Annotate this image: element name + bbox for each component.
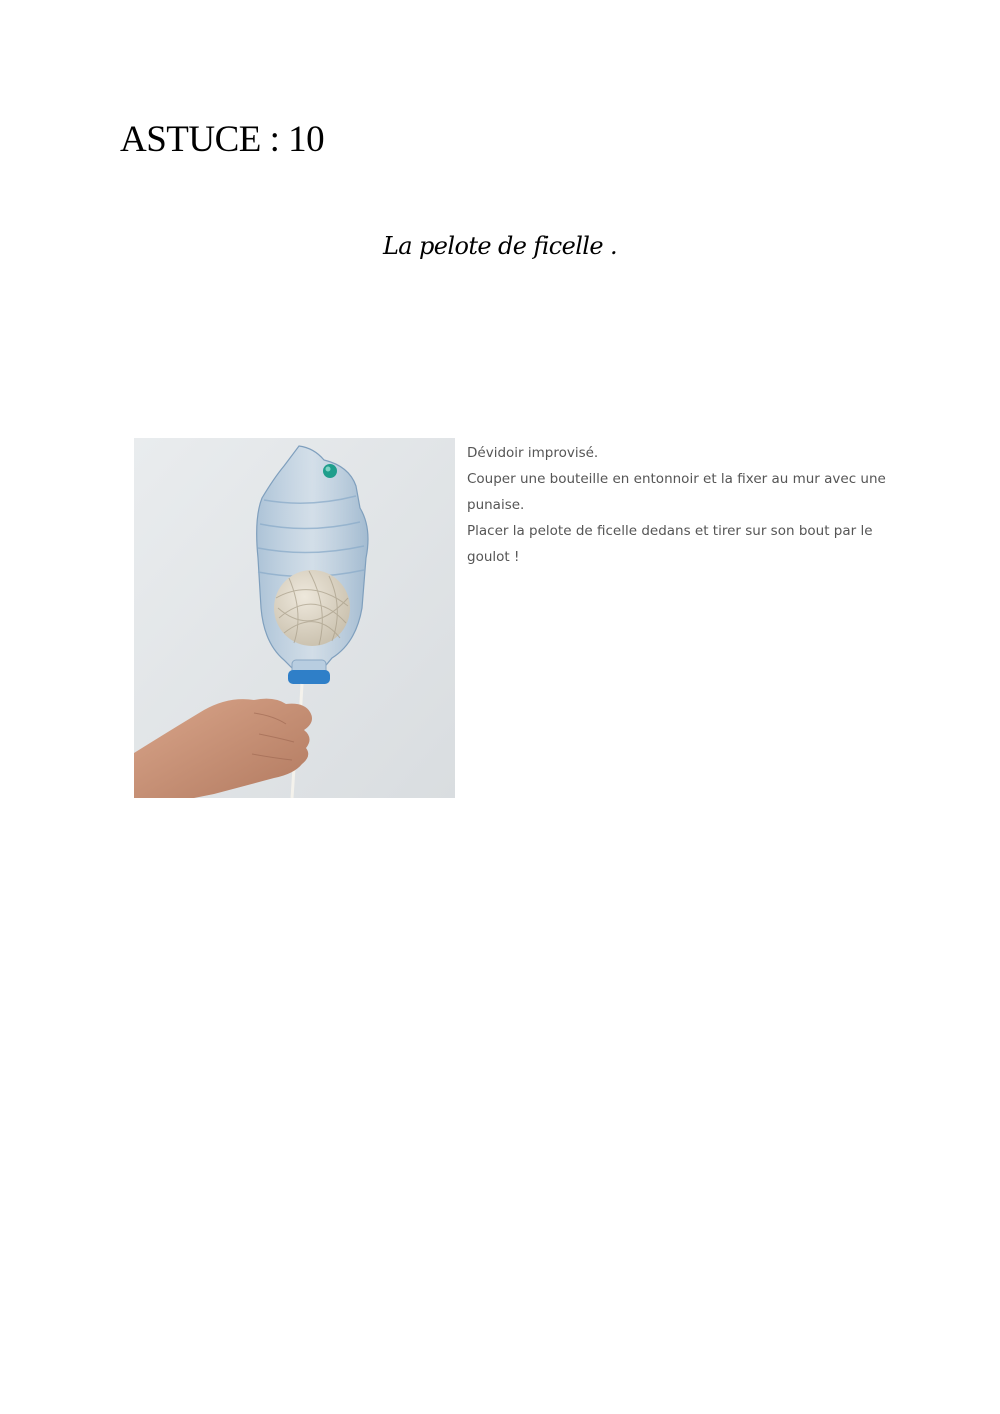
caption-line: punaise. bbox=[467, 497, 525, 513]
twine-ball bbox=[274, 570, 350, 646]
page-subtitle: La pelote de ficelle . bbox=[382, 232, 618, 260]
caption-line: Placer la pelote de ficelle dedans et tirer sur son bout par le bbox=[467, 523, 873, 539]
caption-line: Dévidoir improvisé. bbox=[467, 445, 599, 461]
push-pin bbox=[323, 464, 337, 478]
blue-cap-ring bbox=[288, 670, 330, 684]
bottle-twine-dispenser-photo bbox=[134, 438, 455, 798]
caption-line: Couper une bouteille en entonnoir et la fixer au mur avec une bbox=[467, 471, 886, 487]
caption-line: goulot ! bbox=[467, 549, 520, 565]
page-heading: ASTUCE : 10 bbox=[120, 119, 325, 160]
photo-illustration bbox=[134, 438, 455, 798]
figure-caption bbox=[467, 440, 937, 570]
